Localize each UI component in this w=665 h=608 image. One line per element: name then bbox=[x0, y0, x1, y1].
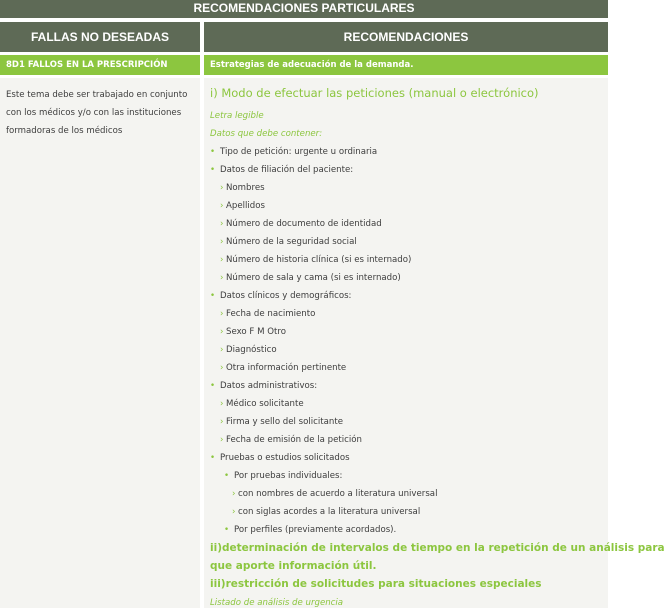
chevron-right-icon: › bbox=[220, 309, 224, 319]
section-1-title: i) Modo de efectuar las peticiones (manual o electrónico) bbox=[210, 86, 539, 100]
chevron-right-icon: › bbox=[220, 327, 224, 337]
list-item: • Tipo de petición: urgente u ordinaria bbox=[210, 147, 378, 157]
section-2-line-1: ii)determinación de intervalos de tiempo en la repetición de un análisis para bbox=[210, 542, 665, 554]
chevron-right-icon: › bbox=[220, 183, 224, 193]
right-column bbox=[204, 78, 665, 608]
chevron-right-icon: › bbox=[220, 255, 224, 265]
listado-urgencia: Listado de análisis de urgencia bbox=[210, 598, 344, 608]
left-line: con los médicos y/o con las instituciones bbox=[6, 108, 182, 118]
bullet-icon: • bbox=[210, 291, 216, 301]
list-item: › Número de documento de identidad bbox=[220, 219, 382, 229]
bullet-icon: • bbox=[224, 525, 230, 535]
header-recomendaciones: RECOMENDACIONES bbox=[204, 22, 608, 52]
bullet-icon: • bbox=[210, 381, 216, 391]
list-item: › Nombres bbox=[220, 183, 265, 193]
list-item: › Firma y sello del solicitante bbox=[220, 417, 344, 427]
section-2-line-2: que aporte información útil. bbox=[210, 560, 377, 572]
bullet-icon: • bbox=[210, 165, 216, 175]
chevron-right-icon: › bbox=[220, 417, 224, 427]
chevron-right-icon: › bbox=[220, 237, 224, 247]
page-banner: RECOMENDACIONES PARTICULARES bbox=[0, 0, 608, 18]
list-item: • Datos de filiación del paciente: bbox=[210, 165, 354, 175]
list-item: › Número de historia clínica (si es internado) bbox=[220, 255, 412, 265]
list-item: › con nombres de acuerdo a literatura universal bbox=[232, 489, 438, 499]
list-item: › Apellidos bbox=[220, 201, 265, 211]
list-item: › Diagnóstico bbox=[220, 345, 277, 355]
letra-legible: Letra legible bbox=[210, 111, 264, 121]
chevron-right-icon: › bbox=[232, 489, 236, 499]
subheader-fallos: 8D1 FALLOS EN LA PRESCRIPCIÓN bbox=[0, 55, 200, 75]
list-item: • Por perfiles (previamente acordados). bbox=[224, 525, 397, 535]
datos-contener: Datos que debe contener: bbox=[210, 129, 323, 139]
chevron-right-icon: › bbox=[220, 273, 224, 283]
list-item: • Datos administrativos: bbox=[210, 381, 318, 391]
list-item: › Médico solicitante bbox=[220, 399, 304, 409]
left-line: Este tema debe ser trabajado en conjunto bbox=[6, 90, 188, 100]
list-item: • Pruebas o estudios solicitados bbox=[210, 453, 350, 463]
list-item: › Sexo F M Otro bbox=[220, 327, 286, 337]
bullet-icon: • bbox=[224, 471, 230, 481]
list-item: › Otra información pertinente bbox=[220, 363, 347, 373]
chevron-right-icon: › bbox=[220, 435, 224, 445]
bullet-icon: • bbox=[210, 453, 216, 463]
list-item: • Datos clínicos y demográficos: bbox=[210, 291, 352, 301]
list-item: › con siglas acordes a la literatura universal bbox=[232, 507, 421, 517]
left-column bbox=[0, 78, 200, 608]
left-line: formadoras de los médicos bbox=[6, 126, 123, 136]
list-item: › Número de la seguridad social bbox=[220, 237, 357, 247]
chevron-right-icon: › bbox=[220, 363, 224, 373]
list-item: › Fecha de nacimiento bbox=[220, 309, 316, 319]
chevron-right-icon: › bbox=[232, 507, 236, 517]
chevron-right-icon: › bbox=[220, 399, 224, 409]
list-item: › Número de sala y cama (si es internado) bbox=[220, 273, 401, 283]
chevron-right-icon: › bbox=[220, 201, 224, 211]
bullet-icon: • bbox=[210, 147, 216, 157]
list-item: • Por pruebas individuales: bbox=[224, 471, 343, 481]
subheader-estrategias: Estrategias de adecuación de la demanda. bbox=[204, 55, 608, 75]
chevron-right-icon: › bbox=[220, 219, 224, 229]
list-item: › Fecha de emisión de la petición bbox=[220, 435, 362, 445]
chevron-right-icon: › bbox=[220, 345, 224, 355]
section-3-title: iii)restricción de solicitudes para situaciones especiales bbox=[210, 578, 542, 590]
header-fallas: FALLAS NO DESEADAS bbox=[0, 22, 200, 52]
